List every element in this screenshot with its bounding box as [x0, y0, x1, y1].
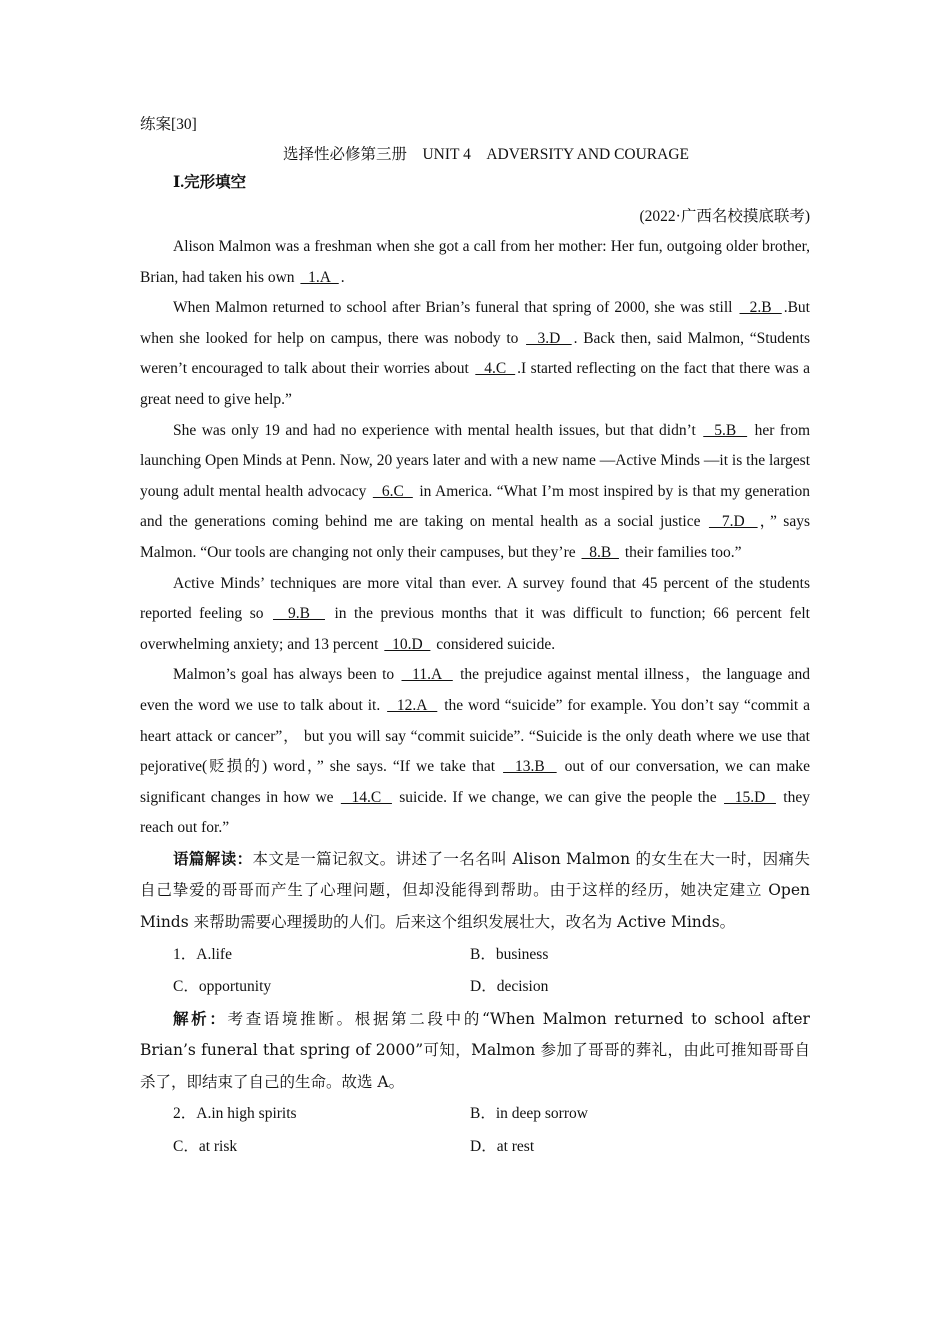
- passage-paragraph: [140, 293, 810, 415]
- answer-blank: 6.C: [372, 482, 413, 500]
- analysis-text: 本文是一篇记叙文。讲述了一名名叫 Alison Malmon 的女生在大一时，因痛失自己挚爱的哥哥而产生了心理问题，但却没能得到帮助。由于这样的经历，她决定建立 Open Minds 来帮助需要心理援助的人们。后来这个组织发展壮大，改名为 Active Minds。: [140, 849, 810, 932]
- q1-option-c: C．opportunity: [173, 978, 272, 996]
- passage-text: Malmon’s goal has always been to: [173, 666, 400, 684]
- passage-text: .: [340, 268, 345, 286]
- q1-option-d: D．decision: [470, 978, 549, 996]
- passage-text: the word “suicide” for example. You don’t say “commit a heart attack or cancer”， but you will say “commit suicide”. “Suicide is the only death where we use that pejorative(贬损的) word，” she says. “If we take that: [140, 696, 810, 776]
- answer-blank: 8.B: [581, 543, 619, 561]
- passage-text: out of our conversation, we can make significant changes in how we: [140, 758, 810, 806]
- answer-blank: 1.A: [300, 268, 339, 286]
- passage-paragraph: [140, 232, 810, 293]
- answer-blank: 2.B: [739, 299, 782, 317]
- passage-text: their families too.”: [620, 543, 742, 561]
- exercise-label: 练案[30]: [140, 116, 197, 133]
- passage-text: .But when she looked for help on campus, there was nobody to: [140, 299, 810, 347]
- answer-blank: 4.C: [475, 360, 516, 378]
- passage-text: in America. “What I’m most inspired by is that my generation and the generations coming behind me are taking on mental health as a social justice: [140, 482, 811, 531]
- question-1-options: [140, 939, 810, 1004]
- answer-blank: 14.C: [340, 788, 392, 806]
- passage-analysis: [140, 844, 810, 939]
- passage-paragraph: [140, 660, 810, 844]
- passage-text: the prejudice against mental illness，the language and even the word we use to talk about it.: [140, 666, 810, 714]
- document-content: [140, 112, 810, 1163]
- answer-blank: 15.D: [724, 788, 776, 806]
- passage-paragraph: [140, 416, 810, 569]
- passage-text: Alison Malmon was a freshman when she got a call from her mother: Her fun, outgoing older brother, Brian, had taken his own: [140, 238, 810, 286]
- explanation-text: 考查语境推断。根据第二段中的“When Malmon returned to school after Brian’s funeral that spring of 2000”可知，Malmon 参加了哥哥的葬礼，由此可推知哥哥自杀了，即结束了自己的生命。故选 A。: [140, 1009, 810, 1091]
- answer-blank: 12.A: [387, 696, 438, 714]
- passage-text: When Malmon returned to school after Brian’s funeral that spring of 2000, she was still: [173, 299, 738, 317]
- q2-option-d: D．at rest: [470, 1137, 535, 1155]
- section-heading: Ⅰ.完形填空: [173, 174, 247, 191]
- passage-text: her from launching Open Minds at Penn. Now, 20 years later and with a new name —Active Minds —it is the largest young adult mental health advocacy: [140, 421, 810, 500]
- explanation-label: 解析：: [173, 1010, 228, 1028]
- q1-option-b: B．business: [470, 945, 549, 963]
- passage-paragraph: [140, 569, 810, 661]
- passage-text: ，” says Malmon. “Our tools are changing not only their campuses, but they’re: [140, 513, 810, 561]
- q2-option-b: B．in deep sorrow: [470, 1105, 588, 1123]
- cloze-passage: [140, 232, 810, 844]
- answer-blank: 13.B: [503, 758, 557, 776]
- passage-text: considered suicide.: [432, 635, 556, 653]
- question-1-explanation: [140, 1004, 810, 1099]
- passage-text: .I started reflecting on the fact that there was a great need to give help.”: [140, 360, 811, 408]
- passage-text: in the previous months that it was difficult to function; 66 percent felt overwhelming anxiety; and 13 percent: [140, 605, 810, 653]
- passage-text: they reach out for.”: [140, 788, 810, 837]
- analysis-label: 语篇解读：: [173, 850, 253, 868]
- passage-text: suicide. If we change, we can give the people the: [393, 788, 723, 806]
- answer-blank: 3.D: [526, 329, 572, 347]
- q2-option-c: C．at risk: [173, 1137, 238, 1155]
- answer-blank: 9.B: [272, 605, 325, 623]
- passage-text: She was only 19 and had no experience with mental health issues, but that didn’t: [173, 421, 702, 439]
- passage-text: Active Minds’ techniques are more vital than ever. A survey found that 45 percent of the students reported feeling so: [140, 574, 810, 623]
- question-2-options: [140, 1098, 810, 1163]
- unit-title: 选择性必修第三册 UNIT 4 ADVERSITY AND COURAGE: [282, 146, 689, 163]
- answer-blank: 5.B: [703, 421, 748, 439]
- q2-option-a: 2．A.in high spirits: [173, 1105, 297, 1123]
- answer-blank: 11.A: [401, 666, 453, 684]
- q1-option-a: 1．A.life: [173, 945, 232, 963]
- passage-text: . Back then, said Malmon, “Students weren’t encouraged to talk about their worries about: [140, 329, 810, 378]
- source-note: (2022·广西名校摸底联考): [639, 208, 810, 225]
- answer-blank: 7.D: [708, 513, 758, 531]
- answer-blank: 10.D: [384, 635, 431, 653]
